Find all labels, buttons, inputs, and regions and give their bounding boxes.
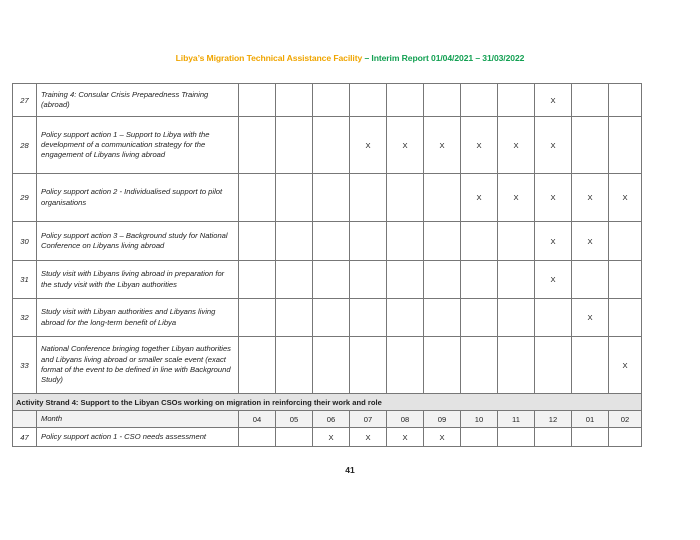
month-cell [387, 174, 424, 222]
month-header-row [13, 411, 642, 428]
month-header-cell: 11 [498, 411, 535, 428]
month-cell [313, 261, 350, 299]
month-cell: X [609, 174, 642, 222]
month-cell [424, 261, 461, 299]
month-cell [350, 261, 387, 299]
table-row [13, 222, 642, 261]
month-cell [239, 428, 276, 447]
month-cell [276, 337, 313, 394]
month-cell [313, 222, 350, 261]
table-row [13, 337, 642, 394]
month-cell [498, 222, 535, 261]
month-cell: X [572, 174, 609, 222]
month-cell [572, 337, 609, 394]
month-cell: X [387, 117, 424, 174]
month-cell [609, 261, 642, 299]
month-header-cell: 07 [350, 411, 387, 428]
month-cell [313, 84, 350, 117]
activity-description: Policy support action 1 – Support to Libya with the development of a communication strategy for the engagement of Libyans living abroad [37, 117, 239, 174]
month-cell [424, 84, 461, 117]
month-cell: X [350, 117, 387, 174]
month-cell: X [535, 261, 572, 299]
month-cell [387, 337, 424, 394]
month-cell: X [461, 174, 498, 222]
row-number: 32 [13, 299, 37, 337]
month-cell [498, 299, 535, 337]
activity-description: Study visit with Libyan authorities and Libyans living abroad for the long-term benefit of Libya [37, 299, 239, 337]
month-header-cell: 01 [572, 411, 609, 428]
report-period: Interim Report 01/04/2021 – 31/03/2022 [371, 53, 525, 63]
month-cell [313, 299, 350, 337]
month-cell [535, 428, 572, 447]
month-cell [239, 337, 276, 394]
activity-description: Policy support action 2 - Individualised support to pilot organisations [37, 174, 239, 222]
month-cell: X [572, 222, 609, 261]
strand-title: Activity Strand 4: Support to the Libyan CSOs working on migration in reinforcing their work and role [13, 394, 642, 411]
month-cell [535, 299, 572, 337]
month-cell [609, 428, 642, 447]
month-cell [498, 84, 535, 117]
month-cell: X [609, 337, 642, 394]
activity-description: Policy support action 3 – Background study for National Conference on Libyans living abroad [37, 222, 239, 261]
month-cell [609, 299, 642, 337]
month-cell: X [387, 428, 424, 447]
month-cell: X [313, 428, 350, 447]
month-cell [424, 174, 461, 222]
month-header-cell: 06 [313, 411, 350, 428]
month-cell: X [424, 428, 461, 447]
month-cell [276, 299, 313, 337]
month-cell [387, 84, 424, 117]
month-cell: X [535, 174, 572, 222]
month-cell [239, 174, 276, 222]
month-cell: X [424, 117, 461, 174]
month-cell [387, 261, 424, 299]
row-number: 29 [13, 174, 37, 222]
month-header-cell: 04 [239, 411, 276, 428]
month-cell [313, 174, 350, 222]
month-cell [350, 337, 387, 394]
month-cell [461, 261, 498, 299]
month-cell [350, 84, 387, 117]
table-row [13, 299, 642, 337]
month-cell [572, 84, 609, 117]
month-cell [572, 117, 609, 174]
month-cell: X [535, 84, 572, 117]
table-row [13, 428, 642, 447]
month-cell [276, 84, 313, 117]
month-cell [387, 299, 424, 337]
month-cell [461, 337, 498, 394]
month-cell [313, 117, 350, 174]
month-cell [572, 261, 609, 299]
activity-description: Study visit with Libyans living abroad in preparation for the study visit with the Libyan authorities [37, 261, 239, 299]
month-header-cell: 10 [461, 411, 498, 428]
month-header-cell: 08 [387, 411, 424, 428]
activity-schedule-table [12, 83, 642, 447]
month-cell [498, 428, 535, 447]
month-cell: X [461, 117, 498, 174]
month-cell [461, 84, 498, 117]
month-cell: X [350, 428, 387, 447]
month-cell [313, 337, 350, 394]
month-cell [609, 117, 642, 174]
month-cell: X [535, 222, 572, 261]
strand-row [13, 394, 642, 411]
month-cell [239, 222, 276, 261]
row-number: 30 [13, 222, 37, 261]
month-cell [535, 337, 572, 394]
month-cell [424, 222, 461, 261]
month-cell [387, 222, 424, 261]
month-cell [276, 428, 313, 447]
month-cell [276, 174, 313, 222]
month-cell: X [572, 299, 609, 337]
row-number: 47 [13, 428, 37, 447]
month-cell [461, 222, 498, 261]
table-row [13, 84, 642, 117]
month-header-cell: 09 [424, 411, 461, 428]
activity-description: Training 4: Consular Crisis Preparedness Training (abroad) [37, 84, 239, 117]
month-cell [609, 222, 642, 261]
month-cell: X [498, 174, 535, 222]
month-header-cell: 02 [609, 411, 642, 428]
report-header [0, 53, 700, 63]
header-separator: – [362, 53, 372, 63]
month-cell [276, 117, 313, 174]
table-row [13, 117, 642, 174]
row-number: 27 [13, 84, 37, 117]
month-cell [350, 174, 387, 222]
month-cell [276, 222, 313, 261]
activity-description: National Conference bringing together Libyan authorities and Libyans living abroad or smaller scale event (exact format of the event to be defined in line with Background Study) [37, 337, 239, 394]
month-cell [461, 428, 498, 447]
month-cell [239, 117, 276, 174]
row-number: 33 [13, 337, 37, 394]
month-header-cell: 05 [276, 411, 313, 428]
month-row-spacer [13, 411, 37, 428]
facility-title: Libya’s Migration Technical Assistance Facility [175, 53, 363, 63]
month-cell [239, 299, 276, 337]
table-row [13, 261, 642, 299]
month-cell [498, 337, 535, 394]
month-cell [350, 299, 387, 337]
page-number: 41 [345, 465, 355, 475]
month-cell [424, 299, 461, 337]
month-cell: X [498, 117, 535, 174]
month-cell [239, 261, 276, 299]
month-cell [461, 299, 498, 337]
month-cell [276, 261, 313, 299]
month-cell [239, 84, 276, 117]
month-cell: X [535, 117, 572, 174]
activity-description: Policy support action 1 - CSO needs assessment [37, 428, 239, 447]
month-cell [424, 337, 461, 394]
month-cell [498, 261, 535, 299]
month-header-cell: 12 [535, 411, 572, 428]
month-label: Month [37, 411, 239, 428]
month-cell [572, 428, 609, 447]
row-number: 31 [13, 261, 37, 299]
table-row [13, 174, 642, 222]
month-cell [350, 222, 387, 261]
month-cell [609, 84, 642, 117]
row-number: 28 [13, 117, 37, 174]
